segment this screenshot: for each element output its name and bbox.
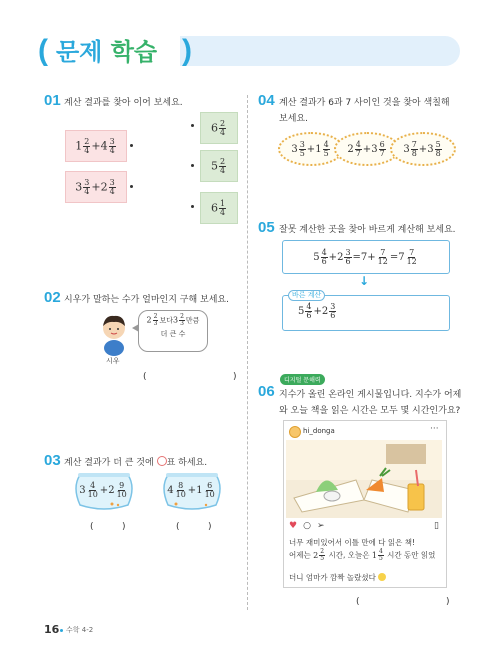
q5-number: 05 (258, 219, 275, 236)
q6-number: 06 (258, 383, 275, 400)
bookmark-icon[interactable]: ▯ (434, 521, 439, 531)
q2-answer-open[interactable]: ( (143, 372, 147, 382)
page-title (56, 38, 157, 66)
footer-dot (60, 629, 63, 632)
q3-answer-1-open[interactable]: ( (90, 522, 94, 532)
book-title: 수학 4-2 (66, 626, 94, 634)
q3-text: 계산 결과가 더 큰 것에 표 하세요. (64, 458, 208, 468)
post-caption-line3: 더니 엄마가 깜짝 놀랐셨다 (289, 572, 386, 583)
header-left-bracket: ( (38, 34, 48, 67)
fishbowl-1[interactable]: 3 $\frac{4}{10}$ +2 $\frac{9}{10}$ (72, 471, 136, 511)
speech-bubble: 2 $\frac{2}{3}$ 보다3 $\frac{2}{3}$ 만큼 더 큰 수 (138, 310, 208, 352)
q1-right-dot-3[interactable] (191, 205, 194, 208)
q5-correct-label: 바른 계산 (288, 290, 325, 301)
q5-wrong-box: 5 $\frac{4}{6}$ +2 $\frac{3}{6}$ =7+ $\frac{7}{12}$ =7 $\frac{7}{12}$ (282, 240, 450, 274)
share-icon[interactable]: ➢ (316, 521, 325, 531)
post-avatar (289, 426, 301, 438)
q3-answer-2-open[interactable]: ( (176, 522, 180, 532)
smile-emoji-icon (378, 573, 386, 581)
post-actions (289, 521, 439, 531)
header-right-bracket: ) (182, 34, 192, 67)
q4-number: 04 (258, 92, 275, 109)
q5-text: 잘못 계산한 곳을 찾아 바르게 계산해 보세요. (279, 225, 456, 235)
q6-text-line2: 와 오늘 책을 읽은 시간은 모두 몇 시간인가요? (279, 406, 461, 416)
q1-left-card-1[interactable]: 1 $\frac{2}{4}$ +4 $\frac{3}{4}$ (65, 130, 127, 162)
q1-left-dot-2[interactable] (130, 185, 133, 188)
page-number: 16 (44, 623, 60, 636)
q6-answer-close[interactable]: ) (446, 597, 450, 607)
circle-symbol (157, 456, 167, 466)
header-bar (180, 36, 460, 66)
q1-right-card-3[interactable]: 6 $\frac{1}{4}$ (200, 192, 238, 224)
q6-text-line1: 지수가 올린 온라인 게시물입니다. 지수가 어제 (279, 390, 462, 400)
q1-right-dot-2[interactable] (191, 164, 194, 167)
post-caption-line2: 어제는 2 $\frac{2}{5}$ 시간, 오늘은 1 $\frac{4}{5}$ 시간 동안 읽었 (289, 548, 436, 562)
down-arrow-icon: ↓ (359, 274, 370, 288)
title-main: 문제 (56, 38, 103, 66)
q2-answer-close[interactable]: ) (233, 372, 237, 382)
q4-oval-3[interactable]: 3 $\frac{7}{8}$ +3 $\frac{5}{8}$ (390, 132, 456, 166)
boy-name: 시우 (106, 357, 120, 365)
q1-right-dot-1[interactable] (191, 124, 194, 127)
q4-text-line2: 보세요. (279, 114, 308, 124)
q4-oval-2[interactable]: 2 $\frac{4}{7}$ +3 $\frac{6}{7}$ (334, 132, 400, 166)
q5-correct-expression: 5 $\frac{4}{6}$ +2 $\frac{3}{6}$ (298, 302, 336, 320)
q1-left-dot-1[interactable] (130, 144, 133, 147)
fishbowl-2[interactable]: 4 $\frac{8}{10}$ +1 $\frac{6}{10}$ (160, 471, 224, 511)
heart-icon[interactable]: ♥ (289, 521, 298, 531)
q1-text: 계산 결과를 찾아 이어 보세요. (64, 98, 183, 108)
q1-right-card-1[interactable]: 6 $\frac{2}{4}$ (200, 112, 238, 144)
q1-left-card-2[interactable]: 3 $\frac{3}{4}$ +2 $\frac{3}{4}$ (65, 171, 127, 203)
q4-text-line1: 계산 결과가 6과 7 사이인 것을 찾아 색칠해 (279, 98, 450, 108)
q3-number: 03 (44, 452, 61, 469)
q1-right-card-2[interactable]: 5 $\frac{2}{4}$ (200, 150, 238, 182)
q2-text: 시우가 말하는 수가 얼마인지 구해 보세요. (64, 295, 229, 305)
q2-number: 02 (44, 289, 61, 306)
post-image (286, 440, 442, 518)
q3-answer-1-close[interactable]: ) (122, 522, 126, 532)
bubble-tail (132, 324, 139, 332)
boy-illustration (100, 312, 128, 356)
column-divider (247, 95, 248, 610)
q1-number: 01 (44, 92, 61, 109)
post-username[interactable]: hi_donga (303, 427, 335, 435)
title-sub: 학습 (110, 38, 158, 66)
q6-answer-open[interactable]: ( (356, 597, 360, 607)
q4-oval-1[interactable]: 3 $\frac{3}{5}$ +1 $\frac{4}{5}$ (278, 132, 344, 166)
comment-icon[interactable]: ○ (303, 521, 311, 531)
more-icon[interactable]: ··· (430, 424, 439, 434)
post-caption-line1: 너무 재미있어서 이틀 만에 다 읽은 책! (289, 538, 415, 547)
q3-answer-2-close[interactable]: ) (208, 522, 212, 532)
digital-literacy-badge: 디지털 문해력 (280, 374, 325, 385)
